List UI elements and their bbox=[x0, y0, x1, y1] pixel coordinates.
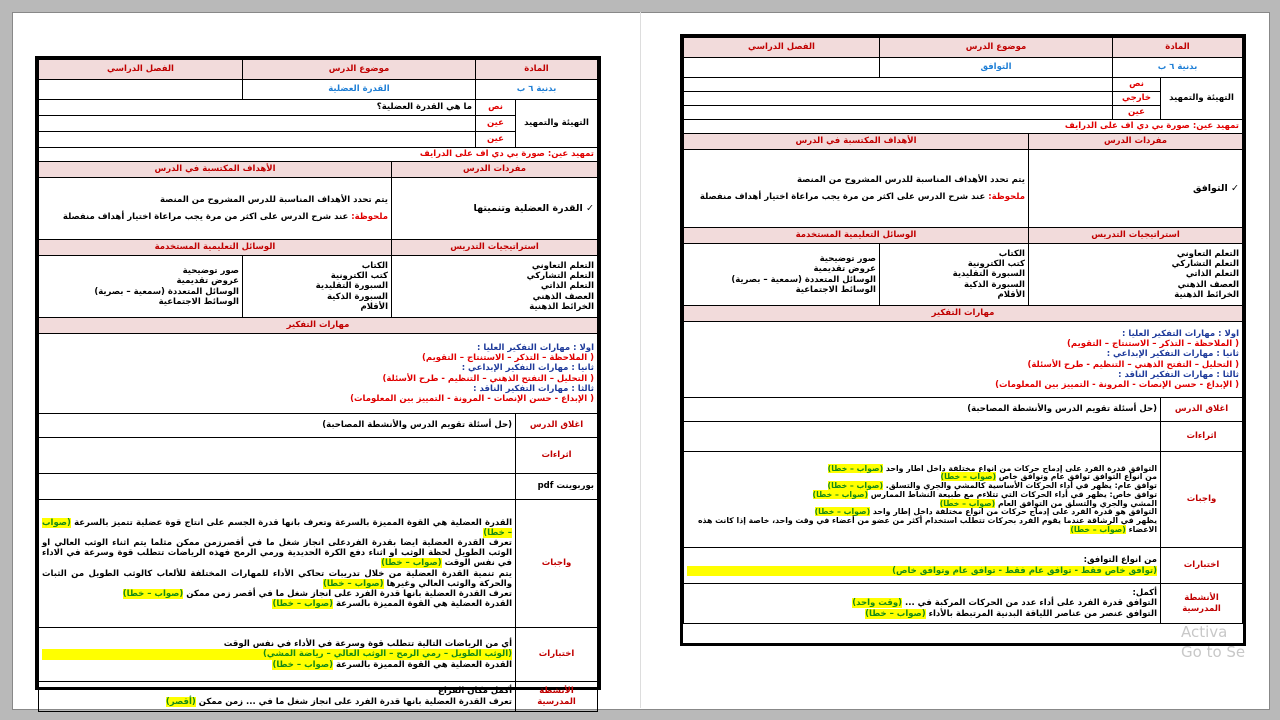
closing-label: اغلاق الدرس bbox=[516, 414, 598, 438]
strategy-item: العصف الذهني bbox=[532, 291, 594, 302]
aids-list-2 bbox=[39, 256, 243, 318]
term-label: الفصل الدراسي bbox=[684, 38, 880, 58]
enrich-cell bbox=[39, 438, 516, 474]
enrich-text: بوربوينت pdf bbox=[516, 474, 598, 500]
homework-item: تعرف القدرة العضلية بانها قدرة الفرد على انجاز شغل ما في أقصر زمن ممكن (صواب – خطا) bbox=[122, 588, 512, 599]
enrich-text bbox=[684, 422, 1161, 452]
topic-label: موضوع الدرس bbox=[879, 38, 1112, 58]
goals-note: ملحوظة: عند شرح الدرس على اكثر من مرة يجب مراعاة اختيار أهداف منفصلة bbox=[62, 211, 388, 222]
homework-item: التوافق هو قدرة الفرد على إدماج حركات من انواع مختلفة داخل إطار واحد (صواب – خطا) bbox=[814, 507, 1157, 517]
intro-tag: عين bbox=[475, 132, 515, 148]
thinking-third-items: ( الإبداع - حسن الإنصات - المرونة - التمييز بين المعلومات) bbox=[350, 393, 594, 404]
goals-header: الأهداف المكتسبة في الدرس bbox=[684, 134, 1029, 150]
aid-item: الوسائط الاجتماعية bbox=[158, 296, 239, 307]
tests-cell bbox=[684, 548, 1161, 584]
topic-value: التوافق bbox=[879, 58, 1112, 78]
strategy-item: الخرائط الذهنية bbox=[1174, 289, 1239, 300]
aid-item: الأقلام bbox=[997, 289, 1025, 300]
aid-item: عروض تقديمية bbox=[176, 276, 239, 287]
intro-question: ما هي القدرة العضلية؟ bbox=[39, 100, 476, 116]
homework-label: واجبات bbox=[516, 500, 598, 628]
thinking-third: ثالثا : مهارات التفكير الناقد : bbox=[473, 383, 594, 394]
intro-label: التهيئة والتمهيد bbox=[1161, 78, 1243, 120]
goals-line: يتم تحدد الأهداف المناسبة للدرس المشروح من المنصة bbox=[160, 195, 388, 206]
goals-line: يتم تحدد الأهداف المناسبة للدرس المشروح من المنصة bbox=[797, 175, 1025, 186]
aid-item: كتب الكترونية bbox=[967, 259, 1025, 270]
activities-label: الأنشطة المدرسية bbox=[516, 682, 598, 712]
strategy-item: الخرائط الذهنية bbox=[529, 301, 594, 312]
test-question: أي من الرياضات التالية تتطلب قوة وسرعة في الأداء في نفس الوقت bbox=[223, 639, 512, 650]
enrich-label: اثراءات bbox=[516, 438, 598, 474]
homework-item: القدرة العضلية هي القوة المميزة بالسرعة (صواب – خطا) bbox=[272, 598, 512, 609]
homework-item: القدرة العضلية هي القوة المميزة بالسرعة وتعرف بانها قدرة الجسم على انتاج قوة عضلية تتميز بالسرعة (صواب – خطا) bbox=[42, 518, 512, 539]
strategies-list bbox=[391, 256, 597, 318]
test-options: (الوثب الطويل – رمي الرمح – الوثب العالي – رياضة المشي) bbox=[42, 649, 512, 659]
subject-label: المادة bbox=[475, 60, 597, 80]
closing-text: (حل أسئلة تقويم الدرس والأنشطة المصاحبة) bbox=[39, 414, 516, 438]
intro-tag: عين bbox=[475, 116, 515, 132]
closing-text: (حل أسئلة تقويم الدرس والأنشطة المصاحبة) bbox=[684, 398, 1161, 422]
test-options: (توافق خاص فقط - توافق عام فقط - توافق عام وتوافق خاص) bbox=[687, 566, 1157, 576]
test-question-2: القدرة العضلية هي القوة المميزة بالسرعة (صواب – خطا) bbox=[272, 659, 512, 670]
warmup-text: تمهيد عين: صورة بي دي اف على الدرايف bbox=[39, 148, 598, 162]
activities-label: الأنشطة المدرسية bbox=[1161, 584, 1243, 624]
strategies-header: استراتيجيات التدريس bbox=[391, 240, 597, 256]
strategy-item: التعلم الذاتي bbox=[540, 281, 594, 292]
activity-line: أكمل مكان الفراغ bbox=[438, 686, 512, 697]
intro-tag: خارجي bbox=[1112, 92, 1160, 106]
enrich-label: اثراءات bbox=[1161, 422, 1243, 452]
intro-tag: نص bbox=[475, 100, 515, 116]
aid-item: كتب الكترونية bbox=[330, 271, 388, 282]
warmup-text: تمهيد عين: صورة بي دي اف على الدرايف bbox=[684, 120, 1243, 134]
aid-item: الكتاب bbox=[361, 261, 388, 272]
intro-tag: عين bbox=[1112, 106, 1160, 120]
thinking-skills bbox=[39, 334, 598, 414]
thinking-header: مهارات التفكير bbox=[39, 318, 598, 334]
intro-label: التهيئة والتمهيد bbox=[516, 100, 598, 148]
strategies-list bbox=[1028, 244, 1242, 306]
aid-item: الوسائط الاجتماعية bbox=[795, 284, 876, 295]
aid-item: صور توضيحية bbox=[182, 266, 239, 277]
subject-label: المادة bbox=[1112, 38, 1242, 58]
aids-header: الوسائل التعليمية المستخدمة bbox=[39, 240, 392, 256]
aid-item: السبورة التقليدية bbox=[952, 269, 1025, 280]
enrich-spacer bbox=[39, 474, 516, 500]
thinking-second-items: ( التحليل – التفتح الذهني – التنظيم - طرح الأسئلة) bbox=[382, 373, 594, 384]
term-value bbox=[39, 80, 243, 100]
vocab-item: التوافق bbox=[1193, 182, 1228, 194]
test-question: من انواع التوافق: bbox=[1083, 555, 1157, 566]
thinking-header: مهارات التفكير bbox=[684, 306, 1243, 322]
vocab-header: مفردات الدرس bbox=[1028, 134, 1242, 150]
aids-list-1 bbox=[242, 256, 391, 318]
aid-item: الوسائل المتعددة (سمعية – بصرية) bbox=[731, 274, 876, 285]
intro-line bbox=[39, 132, 476, 148]
aid-item: الوسائل المتعددة (سمعية – بصرية) bbox=[94, 286, 239, 297]
thinking-first: اولا : مهارات التفكير العليا : bbox=[477, 343, 594, 354]
intro-line bbox=[684, 106, 1113, 120]
strategy-item: التعلم الذاتي bbox=[1185, 269, 1239, 280]
aid-item: الكتاب bbox=[998, 249, 1025, 260]
thinking-first-items: ( الملاحظة – التذكر – الاستنتاج – التقويم) bbox=[422, 353, 594, 364]
vocab-item: القدرة العضلية وتنميتها bbox=[473, 202, 583, 214]
strategy-item: التعلم التشاركي bbox=[1171, 259, 1239, 270]
homework-item: من انواع التوافق توافق عام وتوافق خاص (صواب – خطا) bbox=[940, 472, 1157, 482]
strategies-header: استراتيجيات التدريس bbox=[1028, 228, 1242, 244]
activities-cell bbox=[684, 584, 1161, 624]
thinking-skills bbox=[684, 322, 1243, 398]
intro-tag: نص bbox=[1112, 78, 1160, 92]
topic-label: موضوع الدرس bbox=[242, 60, 475, 80]
thinking-second: ثانيا : مهارات التفكير الإبداعي : bbox=[1106, 349, 1239, 360]
homework-item: المشي والجري والتسلق من التوافق العام (صواب – خطا) bbox=[939, 498, 1157, 508]
aid-item: الأقلام bbox=[360, 301, 388, 312]
lesson-plan-table bbox=[683, 37, 1243, 624]
aid-item: صور توضيحية bbox=[819, 254, 876, 265]
homework-item: توافق عام: يظهر في أداء الحركات الأساسية كالمشي والجري والتسلق. (صواب – خطا) bbox=[827, 481, 1157, 491]
aids-list-1 bbox=[879, 244, 1028, 306]
thinking-first: اولا : مهارات التفكير العليا : bbox=[1122, 329, 1239, 340]
intro-line bbox=[684, 78, 1113, 92]
thinking-first-items: ( الملاحظة – التذكر – الاستنتاج – التقويم) bbox=[1067, 339, 1239, 350]
homework-item: تعرف القدرة العضلية ايضا بقدرة الفردعلى انجاز شغل ما في أقصرزمن ممكن مثلما يتم اثناء الوثب العالي او الوثب الطويل لحظة الوثب او اثناء دفع الكرة الحديدية ورمي الرمح فهذه الرياضات تتطلب قوة وسرعة في الاداء في نفس الوقت (صواب – خطا) bbox=[42, 538, 512, 569]
vocab-list: ✓ التوافق bbox=[1028, 150, 1242, 228]
aids-header: الوسائل التعليمية المستخدمة bbox=[684, 228, 1029, 244]
homework-item: يتم تنمية القدرة العضلية من خلال تدريبات تحاكي الأداء للمهارات المختلفة للألعاب كالوثب الطويل من الثبات والحركة والوثب العالي وغيرها (صواب – خطا) bbox=[42, 568, 512, 589]
homework-item: توافق خاص: يظهر في أداء الحركات التي تتلاءم مع طبيعة النشاط الممارس (صواب – خطا) bbox=[812, 489, 1157, 499]
aid-item: السبورة الذكية bbox=[326, 291, 388, 302]
tests-label: اختبارات bbox=[516, 628, 598, 682]
tests-cell bbox=[39, 628, 516, 682]
activity-line: أكمل: bbox=[1132, 588, 1157, 599]
topic-value: القدرة العضلية bbox=[242, 80, 475, 100]
aid-item: السبورة الذكية bbox=[963, 279, 1025, 290]
activity-line: التوافق قدرة الفرد على أداء عدد من الحركات المركبة في ... (وقت واحد) bbox=[852, 598, 1157, 609]
term-value bbox=[684, 58, 880, 78]
strategy-item: التعلم التشاركي bbox=[526, 271, 594, 282]
goals-note: ملحوظة: عند شرح الدرس على اكثر من مرة يجب مراعاة اختيار أهداف منفصلة bbox=[699, 191, 1025, 202]
vocab-header: مفردات الدرس bbox=[391, 162, 597, 178]
homework-list bbox=[39, 500, 516, 628]
thinking-third: ثالثا : مهارات التفكير الناقد : bbox=[1118, 369, 1239, 380]
vocab-list: ✓ القدرة العضلية وتنميتها bbox=[391, 178, 597, 240]
page-divider bbox=[640, 12, 641, 708]
aid-item: عروض تقديمية bbox=[813, 264, 876, 275]
term-label: الفصل الدراسي bbox=[39, 60, 243, 80]
goals-header: الأهداف المكتسبة في الدرس bbox=[39, 162, 392, 178]
lesson-plan-page-muscular-power bbox=[35, 56, 601, 707]
activate-windows-watermark: Activa Go to Se bbox=[1181, 623, 1246, 661]
strategy-item: العصف الذهني bbox=[1177, 279, 1239, 290]
thinking-second-items: ( التحليل – التفتح الذهني – التنظيم - طرح الأسئلة) bbox=[1027, 359, 1239, 370]
homework-label: واجبات bbox=[1161, 452, 1243, 548]
closing-label: اغلاق الدرس bbox=[1161, 398, 1243, 422]
tests-label: اختبارات bbox=[1161, 548, 1243, 584]
goals-cell bbox=[39, 178, 392, 240]
aids-list-2 bbox=[684, 244, 880, 306]
strategy-item: التعلم التعاوني bbox=[531, 261, 594, 272]
activity-line: تعرف القدرة العضلية بانها قدرة الفرد على انجاز شغل ما في ... زمن ممكن (أقصر) bbox=[165, 696, 512, 707]
aid-item: السبورة التقليدية bbox=[315, 281, 388, 292]
goals-cell bbox=[684, 150, 1029, 228]
intro-line bbox=[684, 92, 1113, 106]
activities-cell bbox=[39, 682, 516, 712]
intro-line bbox=[39, 116, 476, 132]
subject-value: بدنية ٦ ب bbox=[1112, 58, 1242, 78]
thinking-third-items: ( الإبداع - حسن الإنصات - المرونة - التمييز بين المعلومات) bbox=[995, 379, 1239, 390]
lesson-plan-table bbox=[38, 59, 598, 712]
homework-list bbox=[684, 452, 1161, 548]
homework-item: يظهر في الرشاقة عندما يقوم الفرد بحركات تتطلب استخدام أكثر من عضو من أعضاء في وقت واحد، خاصة إذا كانت هذه الاعضاء (صواب – خطا) bbox=[697, 515, 1157, 534]
lesson-plan-page-coordination bbox=[680, 34, 1246, 646]
homework-item: التوافق قدرة الفرد على إدماج حركات من انواع مختلفة داخل اطار واحد (صواب – خطا) bbox=[827, 463, 1157, 473]
subject-value: بدنية ٦ ب bbox=[475, 80, 597, 100]
activity-line: التوافق عنصر من عناصر اللياقة البدنية المرتبطة بالأداء (صواب – خطا) bbox=[865, 608, 1157, 619]
thinking-second: ثانيا : مهارات التفكير الإبداعي : bbox=[461, 363, 594, 374]
strategy-item: التعلم التعاوني bbox=[1176, 249, 1239, 260]
